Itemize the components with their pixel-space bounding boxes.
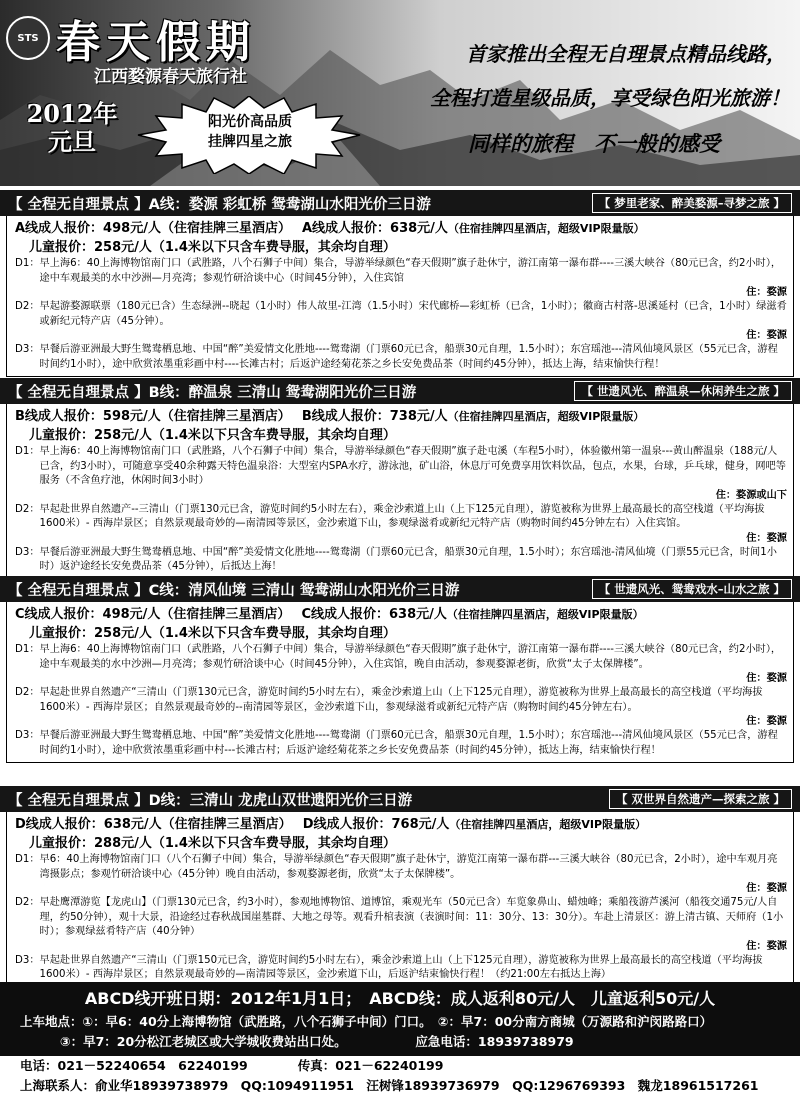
day-text: 早餐后游亚洲最大野生鸳鸯栖息地、中国“醉”美爱情文化胜地----鸳鸯湖（门票60元已含，船票30元自理，1.5小时）；东宫瑶池---清风仙境风景区（55元已含，游程时间约1小时），途中欣赏浓墨重彩画中村---长滩古村；后返沪途经菊花茶之乡长安免费品茶（时间约45分钟），抵达上海，结束愉快行程！ xyxy=(39,730,778,756)
route-d-section xyxy=(0,786,800,988)
route-a-day2-stay: 住：婺源 xyxy=(746,330,787,341)
route-b-title: 【 全程无自理景点 】B线：醉温泉 三清山 鸳鸯湖阳光价三日游 xyxy=(8,384,417,401)
day-label: D1： xyxy=(15,854,40,865)
route-c-details xyxy=(6,602,794,763)
route-c-tag: 【 世遗风光、鸳鸯戏水–山水之旅 】 xyxy=(592,579,792,599)
route-c-day1 xyxy=(15,643,787,672)
route-d-day1-stay: 住：婺源 xyxy=(746,883,787,894)
slogan-line2: 全程打造星级品质，享受绿色阳光旅游！ xyxy=(430,86,790,110)
day-label: D2： xyxy=(15,301,40,312)
day-label: D3： xyxy=(15,954,40,966)
day-label: D1： xyxy=(15,446,40,457)
route-b-section xyxy=(0,378,800,580)
route-d-header xyxy=(0,786,800,812)
price-4star-note: （住宿挂牌四星酒店，超级VIP限量版） xyxy=(449,818,647,831)
route-b-adult-price xyxy=(15,407,787,426)
price-4star: C线成人报价：638元/人 xyxy=(301,607,447,622)
badge-line2: 挂牌四星之旅 xyxy=(208,134,292,150)
route-b-tag: 【 世遗风光、醉温泉—休闲养生之旅 】 xyxy=(574,381,792,401)
route-a-title: 【 全程无自理景点 】A线：婺源 彩虹桥 鸳鸯湖山水阳光价三日游 xyxy=(8,196,431,213)
route-c-header xyxy=(0,576,800,602)
day-text: 早起赴世界自然遗产--三清山（门票130元已含，游览时间约5小时左右），乘金沙索道上山（上下125元自理），游览被称为世界上最高最长的高空栈道（平均海拔1600米）- 西海岸景区；自然景观最奇妙的—南清园等景区，金沙索道下山，参观绿滋肴或新纪元特产店（购物时间约45分钟左右）入住宾馆。 xyxy=(39,503,765,529)
route-b-day2-stay: 住：婺源 xyxy=(746,532,787,544)
agency-name: 江西婺源春天旅行社 xyxy=(94,67,247,87)
route-a-section xyxy=(0,190,800,377)
phone-fax: 电话：021－52240654 62240199 传真：021－62240199 xyxy=(20,1058,444,1073)
route-b-day2 xyxy=(15,503,787,532)
day-text: 早起赴世界自然遗产“三清山（门票150元已含，游览时间约5小时左右），乘金沙索道上山（上下125元自理），游览被称为世界上最高最长的高空栈道（平均海拔1600米）- 西海岸景区；自然景观最奇妙的—南清园等景区，金沙索道下山，后返沪结束愉快行程！（约21:00左右抵达上海） xyxy=(39,954,763,980)
departure-dates: ABCD线开班日期：2012年1月1日； ABCD线：成人返利80元/人 儿童返利50元/人 xyxy=(84,989,716,1008)
route-d-day1 xyxy=(15,853,787,882)
day-text: 早餐后游亚洲最大野生鸳鸯栖息地、中国“醉”美爱情文化胜地----鸳鸯湖（门票60元已含，船票30元自理，1.5小时）；东宫瑶池-清风仙境（门票55元已含，时间1小时）返沪途经长安免费品茶（45分钟），后抵达上海！ xyxy=(39,546,777,572)
route-d-adult-price xyxy=(15,815,787,834)
header-banner xyxy=(0,0,800,186)
route-c-adult-price xyxy=(15,605,787,624)
route-d-details xyxy=(6,812,794,988)
day-text: 早上海6：40上海博物馆南门口（武胜路，八个石狮子中间）集合，导游举绿颜色“春天假期”旗子赴休宁，游江南第一瀑布群----三溪大峡谷（80元已含，约2小时），途中车观最美的水中沙洲—月亮湾；参观竹研洽谈中心（时间45分钟），入住宾馆 xyxy=(39,258,782,284)
day-label: D3： xyxy=(15,730,40,741)
day-label: D1： xyxy=(15,644,40,655)
route-c-day2 xyxy=(15,686,787,715)
route-a-adult-price xyxy=(15,219,787,238)
route-d-day2-stay: 住：婺源 xyxy=(746,940,787,952)
route-a-day2 xyxy=(15,300,787,329)
badge-text xyxy=(170,112,330,152)
price-3star: D线成人报价：638元/人（住宿挂牌三星酒店） xyxy=(15,817,286,832)
slogan-line1: 首家推出全程无自理景点精品线路， xyxy=(466,42,786,66)
route-c-day2-stay: 住：婺源 xyxy=(746,716,787,727)
day-label: D3： xyxy=(15,344,40,355)
route-c-section xyxy=(0,576,800,763)
route-c-child-price: 儿童报价：258元/人（1.4米以下只含车费导服，其余均自理） xyxy=(29,626,396,641)
route-a-day1 xyxy=(15,257,787,286)
day-label: D3： xyxy=(15,546,40,558)
footer xyxy=(0,982,800,1100)
route-d-title: 【 全程无自理景点 】D线：三清山 龙虎山双世遗阳光价三日游 xyxy=(8,792,413,809)
route-d-child-price: 儿童报价：288元/人（1.4米以下只含车费导服，其余均自理） xyxy=(29,836,396,851)
day-text: 早餐后游亚洲最大野生鸳鸯栖息地、中国“醉”美爱情文化胜地----鸳鸯湖（门票60元已含，船票30元自理，1.5小时）；东宫瑶池---清风仙境风景区（55元已含，游程时间约1小时），途中欣赏浓墨重彩画中村----长滩古村；后返沪途经菊花茶之乡长安免费品茶（时间约45分钟），抵达上海，结束愉快行程！ xyxy=(39,344,778,370)
route-c-day3 xyxy=(15,729,787,758)
route-d-day2 xyxy=(15,896,787,940)
route-a-tag: 【 梦里老家、醉美婺源–寻梦之旅 】 xyxy=(592,193,792,213)
price-3star: C线成人报价：498元/人（住宿挂牌三星酒店） xyxy=(15,607,284,622)
pickup-points-2: ③：早7：20分松江老城区或大学城收费站出口处。 应急电话：18939738979 xyxy=(60,1034,574,1049)
sts-logo: STS xyxy=(6,16,50,60)
price-3star: B线成人报价：598元/人（住宿挂牌三星酒店） xyxy=(15,409,285,424)
route-b-details xyxy=(6,404,794,580)
route-a-day3 xyxy=(15,343,787,372)
route-c-title: 【 全程无自理景点 】C线：清风仙境 三清山 鸳鸯湖山水阳光价三日游 xyxy=(8,582,460,599)
day-text: 早赴鹰潭游览【龙虎山】（门票130元已含，约3小时），参观地博物馆、道博馆，乘观光车（50元已含）车览象鼻山、蜡烛峰；乘船筏游芦溪河（船筏交通75元/人自理，约50分钟），观十大景，沿途经过春秋战国崖墓群、大地之母等。观看升棺表演（表演时间：11：30分、13：30分）。车赴上清景区：游上清古镇、天师府（1小时）；参观绿兹肴特产店（40分钟） xyxy=(39,897,784,937)
price-4star-note: （住宿挂牌四星酒店，超级VIP限量版） xyxy=(447,222,645,235)
brand-title: 春天假期 xyxy=(56,17,256,68)
year-text: 2012年 xyxy=(26,99,118,128)
route-b-day1 xyxy=(15,445,787,489)
day-text: 早上海6：40上海博物馆南门口（武胜路，八个石狮子中间）集合，导游举绿颜色“春天假期”旗子赴休宁，游江南第一瀑布群----三溪大峡谷（80元已含，约2小时），途中车观最美的水中沙洲—月亮湾；参观竹研洽谈中心（时间45分钟），入住宾馆，晚自由活动，参观婺源老街，欣赏“太子太保牌楼”。 xyxy=(39,644,782,670)
slogan-line3: 同样的旅程 不一般的感受 xyxy=(468,131,720,156)
route-a-day1-stay: 住：婺源 xyxy=(746,287,787,298)
price-4star-note: （住宿挂牌四星酒店，超级VIP限量版） xyxy=(447,410,645,423)
price-4star: A线成人报价：638元/人 xyxy=(301,221,448,236)
day-label: D1： xyxy=(15,258,40,269)
day-label: D2： xyxy=(15,897,40,908)
route-a-header xyxy=(0,190,800,216)
route-b-child-price: 儿童报价：258元/人（1.4米以下只含车费导服，其余均自理） xyxy=(29,428,396,443)
route-a-details xyxy=(6,216,794,377)
contact-block xyxy=(0,1056,800,1100)
route-b-day1-stay: 住：婺源或山下 xyxy=(715,489,787,501)
day-label: D2： xyxy=(15,687,40,698)
day-text: 早6：40上海博物馆南门口（八个石狮子中间）集合，导游举绿颜色“春天假期”旗子赴休宁，游览江南第一瀑布群---三溪大峡谷（80元已含，2小时），途中车观月亮湾摄影点；参观竹研洽谈中心（45分钟）晚自由活动，参观婺源老街，欣赏“太子太保牌楼”。 xyxy=(39,854,778,880)
holiday-text: 元旦 xyxy=(48,127,96,156)
route-d-day3 xyxy=(15,954,787,983)
badge-line1: 阳光价高品质 xyxy=(208,114,292,130)
route-c-day1-stay: 住：婺源 xyxy=(746,673,787,684)
year-badge xyxy=(10,100,134,156)
contacts: 上海联系人：俞业华18939738979 QQ:1094911951 汪树锋18939736979 QQ:1296769393 魏龙18961517261 xyxy=(20,1078,759,1093)
price-4star-note: （住宿挂牌四星酒店，超级VIP限量版） xyxy=(446,608,644,621)
day-text: 早起赴世界自然遗产“三清山（门票130元已含，游览时间约5小时左右），乘金沙索道上山（上下125元自理），游览被称为世界上最高最长的高空栈道（平均海拔1600米）- 西海岸景区；自然景观最奇妙的--南清园等景区，金沙索道下山，参观绿滋肴或新纪元特产店（购物时间约45分钟左右）。 xyxy=(39,687,763,713)
route-b-header xyxy=(0,378,800,404)
route-b-day3 xyxy=(15,546,787,575)
price-3star: A线成人报价：498元/人（住宿挂牌三星酒店） xyxy=(15,221,285,236)
price-4star: D线成人报价：768元/人 xyxy=(302,817,450,832)
route-a-child-price: 儿童报价：258元/人（1.4米以下只含车费导服，其余均自理） xyxy=(29,240,396,255)
price-4star: B线成人报价：738元/人 xyxy=(301,409,448,424)
day-text: 早起游婺源联票（180元已含）生态绿洲--晓起（1小时）伟人故里-江湾（1.5小时）宋代廊桥—彩虹桥（已含，1小时）；徽商古村落-思溪延村（已含，1小时）绿滋肴或新纪元特产店（45分钟）。 xyxy=(39,301,787,327)
pickup-points-1: 上车地点：①：早6：40分上海博物馆（武胜路，八个石狮子中间）门口。 ②：早7：00分南方商城（万源路和沪闵路路口） xyxy=(20,1014,713,1029)
route-d-tag: 【 双世界自然遗产—探索之旅 】 xyxy=(609,789,792,809)
day-label: D2： xyxy=(15,503,40,515)
day-text: 早上海6：40上海博物馆南门口（武胜路，八个石狮子中间）集合，导游举绿颜色“春天假期”旗子赴屯溪（车程5小时），体验徽州第一温泉---黄山醉温泉（188元/人已含，约3小时），可随意享受40余种露天特色温泉浴：大型室内SPA水疗，游泳池，矿山浴，休息厅可免费享用饮料饮品，包点，水果，台球，乒乓球，健身，网吧等服务（不含鱼疗池，休闲时间3小时） xyxy=(39,446,786,486)
